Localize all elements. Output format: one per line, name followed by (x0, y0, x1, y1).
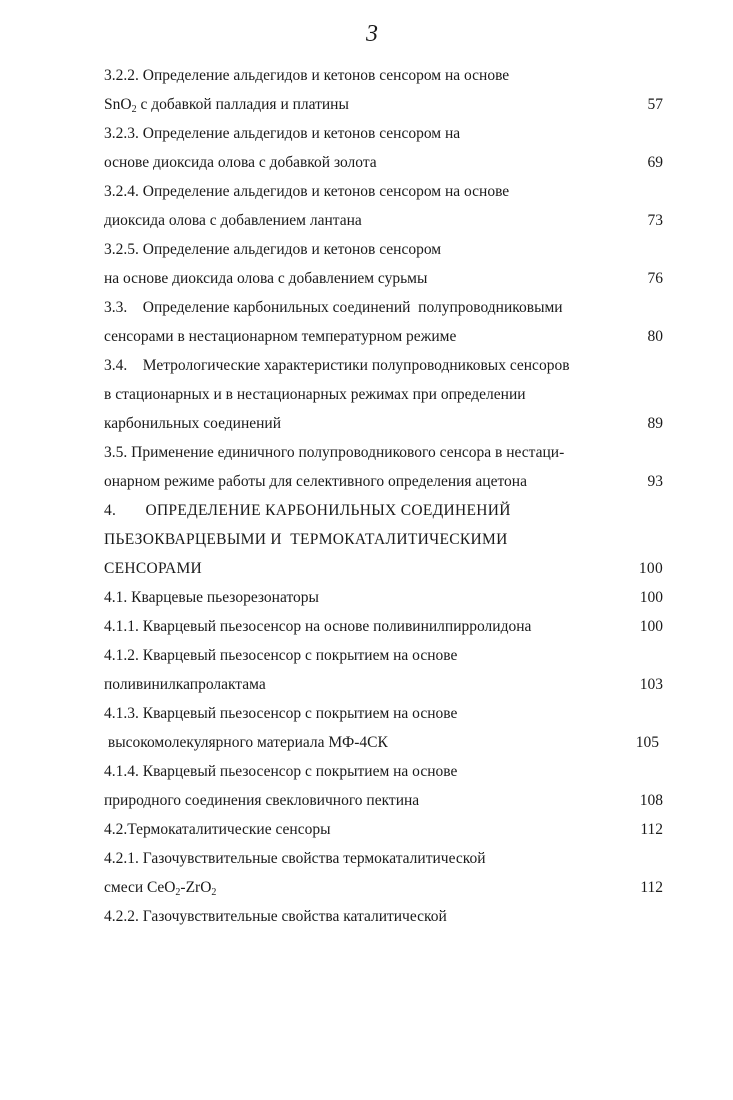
toc-line-text: в стационарных и в нестационарных режимах при определении (104, 386, 526, 403)
toc-line-text: 4.1.4. Кварцевый пьезосенсор с покрытием на основе (104, 763, 458, 780)
toc-line (0, 758, 733, 786)
toc-line (0, 323, 733, 351)
toc-page-number: 100 (639, 589, 663, 606)
toc-line (0, 903, 733, 931)
toc-page-number: 108 (639, 792, 663, 809)
toc-line-text: 3.2.3. Определение альдегидов и кетонов сенсором на (104, 125, 461, 142)
toc-line-text: онарном режиме работы для селективного определения ацетона (104, 473, 527, 490)
toc-line-text: 3.2.2. Определение альдегидов и кетонов сенсором на основе (104, 67, 510, 84)
toc-line-text: сенсорами в нестационарном температурном режиме (104, 328, 457, 345)
toc-line (0, 874, 733, 902)
toc-line (0, 352, 733, 380)
toc-line-text: ПЬЕЗОКВАРЦЕВЫМИ И ТЕРМОКАТАЛИТИЧЕСКИМИ (104, 531, 508, 548)
toc-page-number: 100 (639, 618, 663, 635)
toc-line (0, 845, 733, 873)
toc-page-number: 80 (647, 328, 663, 345)
toc-line (0, 207, 733, 235)
toc-line-text: диоксида олова с добавлением лантана (104, 212, 362, 229)
toc-line-text: карбонильных соединений (104, 415, 282, 432)
toc-page-number: 103 (639, 676, 663, 693)
toc-chapter-heading (0, 497, 733, 525)
toc-chapter-heading (0, 555, 733, 583)
toc-line-text: 4.2.2. Газочувствительные свойства каталитической (104, 908, 447, 925)
toc-line (0, 787, 733, 815)
toc-line-text: природного соединения свекловичного пектина (104, 792, 420, 809)
toc-page-number: 69 (647, 154, 663, 171)
toc-chapter-heading (0, 526, 733, 554)
toc-line-text: 3.5. Применение единичного полупроводникового сенсора в нестаци- (104, 444, 565, 461)
toc-line (0, 468, 733, 496)
toc-page-number: 93 (647, 473, 663, 490)
toc-line-text: 3.2.5. Определение альдегидов и кетонов сенсором (104, 241, 442, 258)
toc-line (0, 62, 733, 90)
toc-line-text: 4.2.Термокаталитические сенсоры (104, 821, 331, 838)
toc-page-number: 112 (640, 821, 663, 838)
toc-line (0, 613, 733, 641)
toc-line-text: поливинилкапролактама (104, 676, 266, 693)
toc-line-text: 4.2.1. Газочувствительные свойства термокаталитической (104, 850, 486, 867)
toc-line-text: 4.1.3. Кварцевый пьезосенсор с покрытием на основе (104, 705, 458, 722)
toc-line (0, 671, 733, 699)
toc-line (0, 178, 733, 206)
toc-line-text: 3.4. Метрологические характеристики полупроводниковых сенсоров (104, 357, 570, 374)
toc-line-text: SnO$_2$ с добавкой палладия и платины (104, 96, 349, 115)
toc-page-number: 105 (635, 734, 659, 751)
toc-line (0, 700, 733, 728)
toc-line (0, 729, 733, 757)
toc-line-text: 4.1.1. Кварцевый пьезосенсор на основе поливинилпирролидона (104, 618, 532, 635)
toc-line (0, 410, 733, 438)
toc-page-number: 73 (647, 212, 663, 229)
toc-line-text: 3.2.4. Определение альдегидов и кетонов сенсором на основе (104, 183, 510, 200)
toc-line (0, 584, 733, 612)
toc-line-text: основе диоксида олова с добавкой золота (104, 154, 377, 171)
toc-line (0, 265, 733, 293)
toc-line (0, 381, 733, 409)
toc-line-text: 4.1. Кварцевые пьезорезонаторы (104, 589, 319, 606)
toc-line-text: 3.3. Определение карбонильных соединений полупроводниковыми (104, 299, 563, 316)
toc-line (0, 439, 733, 467)
toc-line (0, 149, 733, 177)
toc-line-text: СЕНСОРАМИ (104, 560, 203, 577)
toc-line (0, 120, 733, 148)
toc-line-text: 4.1.2. Кварцевый пьезосенсор с покрытием на основе (104, 647, 458, 664)
toc-page-number: 89 (647, 415, 663, 432)
toc-page-number: 76 (647, 270, 663, 287)
toc-line-text: на основе диоксида олова с добавлением сурьмы (104, 270, 428, 287)
toc-line-text: 4. ОПРЕДЕЛЕНИЕ КАРБОНИЛЬНЫХ СОЕДИНЕНИЙ (104, 502, 511, 519)
toc-line-text: смеси CeO$_2$-ZrO$_2$ (104, 879, 217, 898)
toc-page-number: 100 (638, 560, 663, 577)
toc-line (0, 91, 733, 119)
toc-page-number: 112 (640, 879, 663, 896)
toc-line (0, 294, 733, 322)
toc-line-text: высокомолекулярного материала МФ-4СК (104, 734, 388, 751)
page-number: 3 (366, 21, 378, 47)
toc-line (0, 236, 733, 264)
toc-line (0, 816, 733, 844)
toc-page-number: 57 (647, 96, 663, 113)
toc-line (0, 642, 733, 670)
